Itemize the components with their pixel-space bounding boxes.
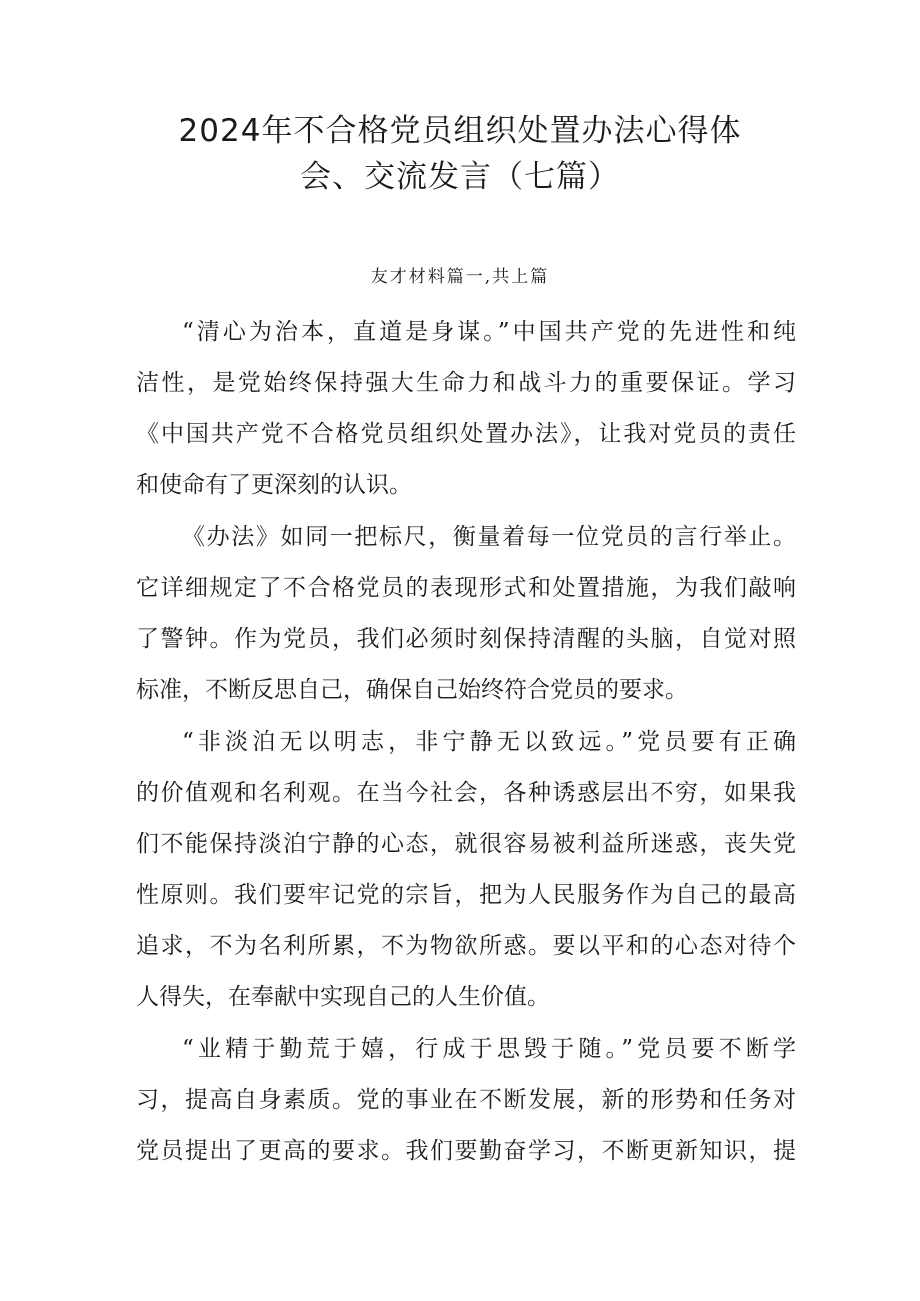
- paragraph-line: 人得失，在奉献中实现自己的人生价值。: [136, 984, 550, 1010]
- paragraph-3: [136, 717, 796, 1023]
- paragraph-2: [136, 512, 796, 716]
- paragraph-1: [136, 307, 796, 511]
- paragraph-4: [136, 1024, 796, 1177]
- paragraph-line: “业精于勤荒于嬉，行成于思毁于随。”党员要不断学: [182, 1036, 796, 1062]
- paragraph-line: 性原则。我们要牢记党的宗旨，把为人民服务作为自己的最高: [136, 882, 796, 908]
- paragraph-line: “非淡泊无以明志，非宁静无以致远。”党员要有正确: [182, 729, 796, 755]
- paragraph-line: 们不能保持淡泊宁静的心态，就很容易被利益所迷惑，丧失党: [136, 831, 796, 857]
- paragraph-line: 党员提出了更高的要求。我们要勤奋学习，不断更新知识，提: [136, 1138, 796, 1164]
- paragraph-line: 习，提高自身素质。党的事业在不断发展，新的形势和任务对: [136, 1087, 796, 1113]
- paragraph-line: 的价值观和名利观。在当今社会，各种诱惑层出不穷，如果我: [136, 780, 796, 806]
- document-title-line-2: 会、交流发言（七篇）: [300, 159, 620, 195]
- paragraph-line: 标准，不断反思自己，确保自己始终符合党员的要求。: [136, 677, 688, 703]
- document-subtitle: 友才材料篇一,共上篇: [370, 267, 550, 287]
- paragraph-line: 它详细规定了不合格党员的表现形式和处置措施，为我们敲响: [136, 575, 796, 601]
- document-title-line-1: 2024年不合格党员组织处置办法心得体: [178, 113, 742, 149]
- paragraph-line: “清心为治本，直道是身谋。”中国共产党的先进性和纯: [182, 319, 796, 345]
- paragraph-line: 追求，不为名利所累，不为物欲所惑。要以平和的心态对待个: [136, 933, 796, 959]
- paragraph-line: 了警钟。作为党员，我们必须时刻保持清醒的头脑，自觉对照: [136, 626, 796, 652]
- paragraph-line: 洁性，是党始终保持强大生命力和战斗力的重要保证。学习: [136, 370, 796, 396]
- paragraph-line: 《办法》如同一把标尺，衡量着每一位党员的言行举止。: [182, 524, 796, 550]
- paragraph-line: 《中国共产党不合格党员组织处置办法》，让我对党员的责任: [136, 421, 796, 447]
- paragraph-line: 和使命有了更深刻的认识。: [136, 472, 412, 498]
